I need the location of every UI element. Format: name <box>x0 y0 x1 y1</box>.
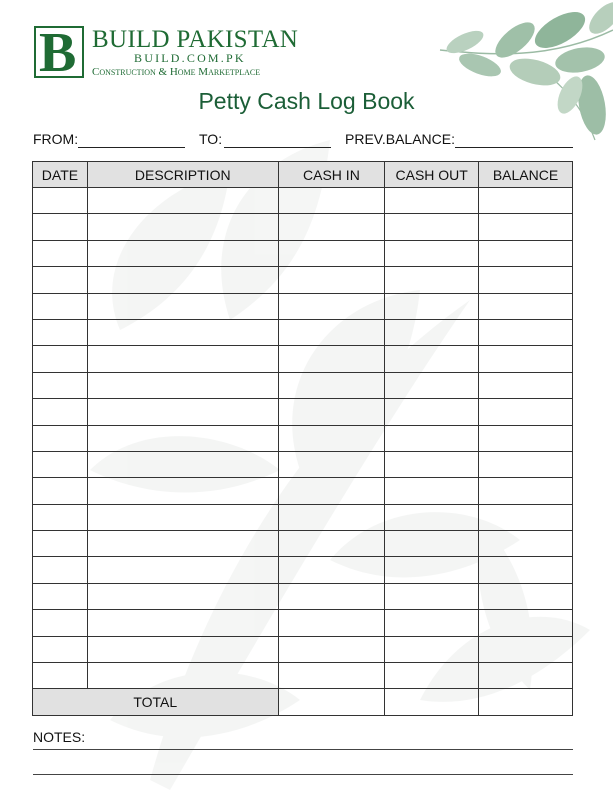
balance-cell[interactable] <box>479 610 573 636</box>
brand-domain: BUILD.COM.PK <box>134 51 246 65</box>
cash-in-column-header: CASH IN <box>278 162 385 188</box>
balance-column-header: BALANCE <box>479 162 573 188</box>
date-cell[interactable] <box>33 663 88 689</box>
table-body <box>33 188 573 689</box>
cash-out-cell[interactable] <box>385 399 479 425</box>
cash-in-cell[interactable] <box>278 346 385 372</box>
cash-in-cell[interactable] <box>278 188 385 214</box>
description-cell[interactable] <box>87 451 278 477</box>
cash-out-cell[interactable] <box>385 478 479 504</box>
notes-line[interactable] <box>33 749 573 750</box>
table-row <box>33 399 573 425</box>
table-row <box>33 372 573 398</box>
to-label: TO: <box>199 131 223 147</box>
logo-b-mark <box>34 22 84 84</box>
cash-in-cell[interactable] <box>278 610 385 636</box>
date-cell[interactable] <box>33 293 88 319</box>
balance-cell[interactable] <box>479 557 573 583</box>
cash-out-column-header: CASH OUT <box>385 162 479 188</box>
cash-in-cell[interactable] <box>278 267 385 293</box>
description-cell[interactable] <box>87 583 278 609</box>
balance-cell[interactable] <box>479 425 573 451</box>
total-label: TOTAL <box>33 689 279 715</box>
date-cell[interactable] <box>33 478 88 504</box>
balance-cell[interactable] <box>479 478 573 504</box>
cash-in-cell[interactable] <box>278 636 385 662</box>
cash-in-cell[interactable] <box>278 663 385 689</box>
balance-cell[interactable] <box>479 188 573 214</box>
date-cell[interactable] <box>33 214 88 240</box>
petty-cash-table <box>32 161 573 716</box>
date-column-header: DATE <box>33 162 88 188</box>
prev-balance-field[interactable] <box>455 147 573 148</box>
prev-balance-label: PREV.BALANCE: <box>345 131 455 147</box>
cash-in-cell[interactable] <box>278 583 385 609</box>
logo-letter: B <box>39 22 77 84</box>
table-row <box>33 346 573 372</box>
date-cell[interactable] <box>33 267 88 293</box>
balance-cell[interactable] <box>479 399 573 425</box>
date-cell[interactable] <box>33 240 88 266</box>
cash-out-cell[interactable] <box>385 346 479 372</box>
date-cell[interactable] <box>33 583 88 609</box>
balance-cell[interactable] <box>479 663 573 689</box>
cash-out-cell[interactable] <box>385 451 479 477</box>
brand-name: BUILD PAKISTAN <box>92 26 299 53</box>
date-cell[interactable] <box>33 319 88 345</box>
date-cell[interactable] <box>33 425 88 451</box>
description-cell[interactable] <box>87 531 278 557</box>
description-cell[interactable] <box>87 478 278 504</box>
table-row <box>33 451 573 477</box>
table-row <box>33 663 573 689</box>
cash-out-cell[interactable] <box>385 583 479 609</box>
balance-cell[interactable] <box>479 346 573 372</box>
date-cell[interactable] <box>33 610 88 636</box>
balance-cell[interactable] <box>479 319 573 345</box>
total-cash-in-cell[interactable] <box>278 689 385 715</box>
table-row <box>33 240 573 266</box>
total-balance-cell[interactable] <box>479 689 573 715</box>
cash-in-cell[interactable] <box>278 478 385 504</box>
description-cell[interactable] <box>87 399 278 425</box>
balance-cell[interactable] <box>479 293 573 319</box>
description-cell[interactable] <box>87 319 278 345</box>
cash-in-cell[interactable] <box>278 531 385 557</box>
table-row <box>33 636 573 662</box>
description-cell[interactable] <box>87 188 278 214</box>
date-cell[interactable] <box>33 372 88 398</box>
date-cell[interactable] <box>33 346 88 372</box>
cash-out-cell[interactable] <box>385 425 479 451</box>
balance-cell[interactable] <box>479 531 573 557</box>
date-cell[interactable] <box>33 504 88 530</box>
table-header-row <box>33 162 573 188</box>
description-cell[interactable] <box>87 372 278 398</box>
brand-tagline: Construction & Home Marketplace <box>92 66 261 78</box>
date-cell[interactable] <box>33 399 88 425</box>
table-row <box>33 531 573 557</box>
date-cell[interactable] <box>33 557 88 583</box>
table-row <box>33 425 573 451</box>
logo <box>34 22 299 84</box>
table-row <box>33 214 573 240</box>
balance-cell[interactable] <box>479 504 573 530</box>
cash-out-cell[interactable] <box>385 293 479 319</box>
table-row <box>33 293 573 319</box>
table-row <box>33 610 573 636</box>
description-cell[interactable] <box>87 636 278 662</box>
page-title: Petty Cash Log Book <box>198 88 415 114</box>
description-cell[interactable] <box>87 663 278 689</box>
to-field[interactable] <box>224 147 331 148</box>
total-cash-out-cell[interactable] <box>385 689 479 715</box>
cash-out-cell[interactable] <box>385 372 479 398</box>
cash-out-cell[interactable] <box>385 636 479 662</box>
table-row <box>33 583 573 609</box>
balance-cell[interactable] <box>479 372 573 398</box>
cash-in-cell[interactable] <box>278 399 385 425</box>
cash-out-cell[interactable] <box>385 663 479 689</box>
cash-in-cell[interactable] <box>278 504 385 530</box>
cash-in-cell[interactable] <box>278 557 385 583</box>
description-cell[interactable] <box>87 240 278 266</box>
table-row <box>33 267 573 293</box>
cash-in-cell[interactable] <box>278 425 385 451</box>
balance-cell[interactable] <box>479 214 573 240</box>
cash-out-cell[interactable] <box>385 557 479 583</box>
cash-in-cell[interactable] <box>278 214 385 240</box>
leaf-branch-decoration <box>420 0 613 150</box>
from-field[interactable] <box>78 147 185 148</box>
notes-label: NOTES: <box>33 729 86 745</box>
date-cell[interactable] <box>33 531 88 557</box>
date-cell[interactable] <box>33 636 88 662</box>
description-cell[interactable] <box>87 214 278 240</box>
cash-out-cell[interactable] <box>385 531 479 557</box>
description-cell[interactable] <box>87 267 278 293</box>
cash-out-cell[interactable] <box>385 610 479 636</box>
balance-cell[interactable] <box>479 583 573 609</box>
cash-out-cell[interactable] <box>385 504 479 530</box>
date-cell[interactable] <box>33 451 88 477</box>
cash-in-cell[interactable] <box>278 319 385 345</box>
cash-in-cell[interactable] <box>278 293 385 319</box>
description-cell[interactable] <box>87 504 278 530</box>
cash-in-cell[interactable] <box>278 451 385 477</box>
cash-out-cell[interactable] <box>385 240 479 266</box>
description-cell[interactable] <box>87 293 278 319</box>
from-label: FROM: <box>33 131 79 147</box>
cash-out-cell[interactable] <box>385 188 479 214</box>
balance-cell[interactable] <box>479 451 573 477</box>
table-row <box>33 319 573 345</box>
cash-out-cell[interactable] <box>385 267 479 293</box>
cash-out-cell[interactable] <box>385 214 479 240</box>
table-row <box>33 188 573 214</box>
date-cell[interactable] <box>33 188 88 214</box>
total-row <box>33 689 573 715</box>
balance-cell[interactable] <box>479 267 573 293</box>
cash-out-cell[interactable] <box>385 319 479 345</box>
description-cell[interactable] <box>87 610 278 636</box>
cash-in-cell[interactable] <box>278 240 385 266</box>
description-cell[interactable] <box>87 425 278 451</box>
notes-line[interactable] <box>33 774 573 775</box>
balance-cell[interactable] <box>479 636 573 662</box>
table-row <box>33 504 573 530</box>
table-row <box>33 478 573 504</box>
description-cell[interactable] <box>87 346 278 372</box>
description-column-header: DESCRIPTION <box>87 162 278 188</box>
cash-in-cell[interactable] <box>278 372 385 398</box>
table-row <box>33 557 573 583</box>
description-cell[interactable] <box>87 557 278 583</box>
balance-cell[interactable] <box>479 240 573 266</box>
